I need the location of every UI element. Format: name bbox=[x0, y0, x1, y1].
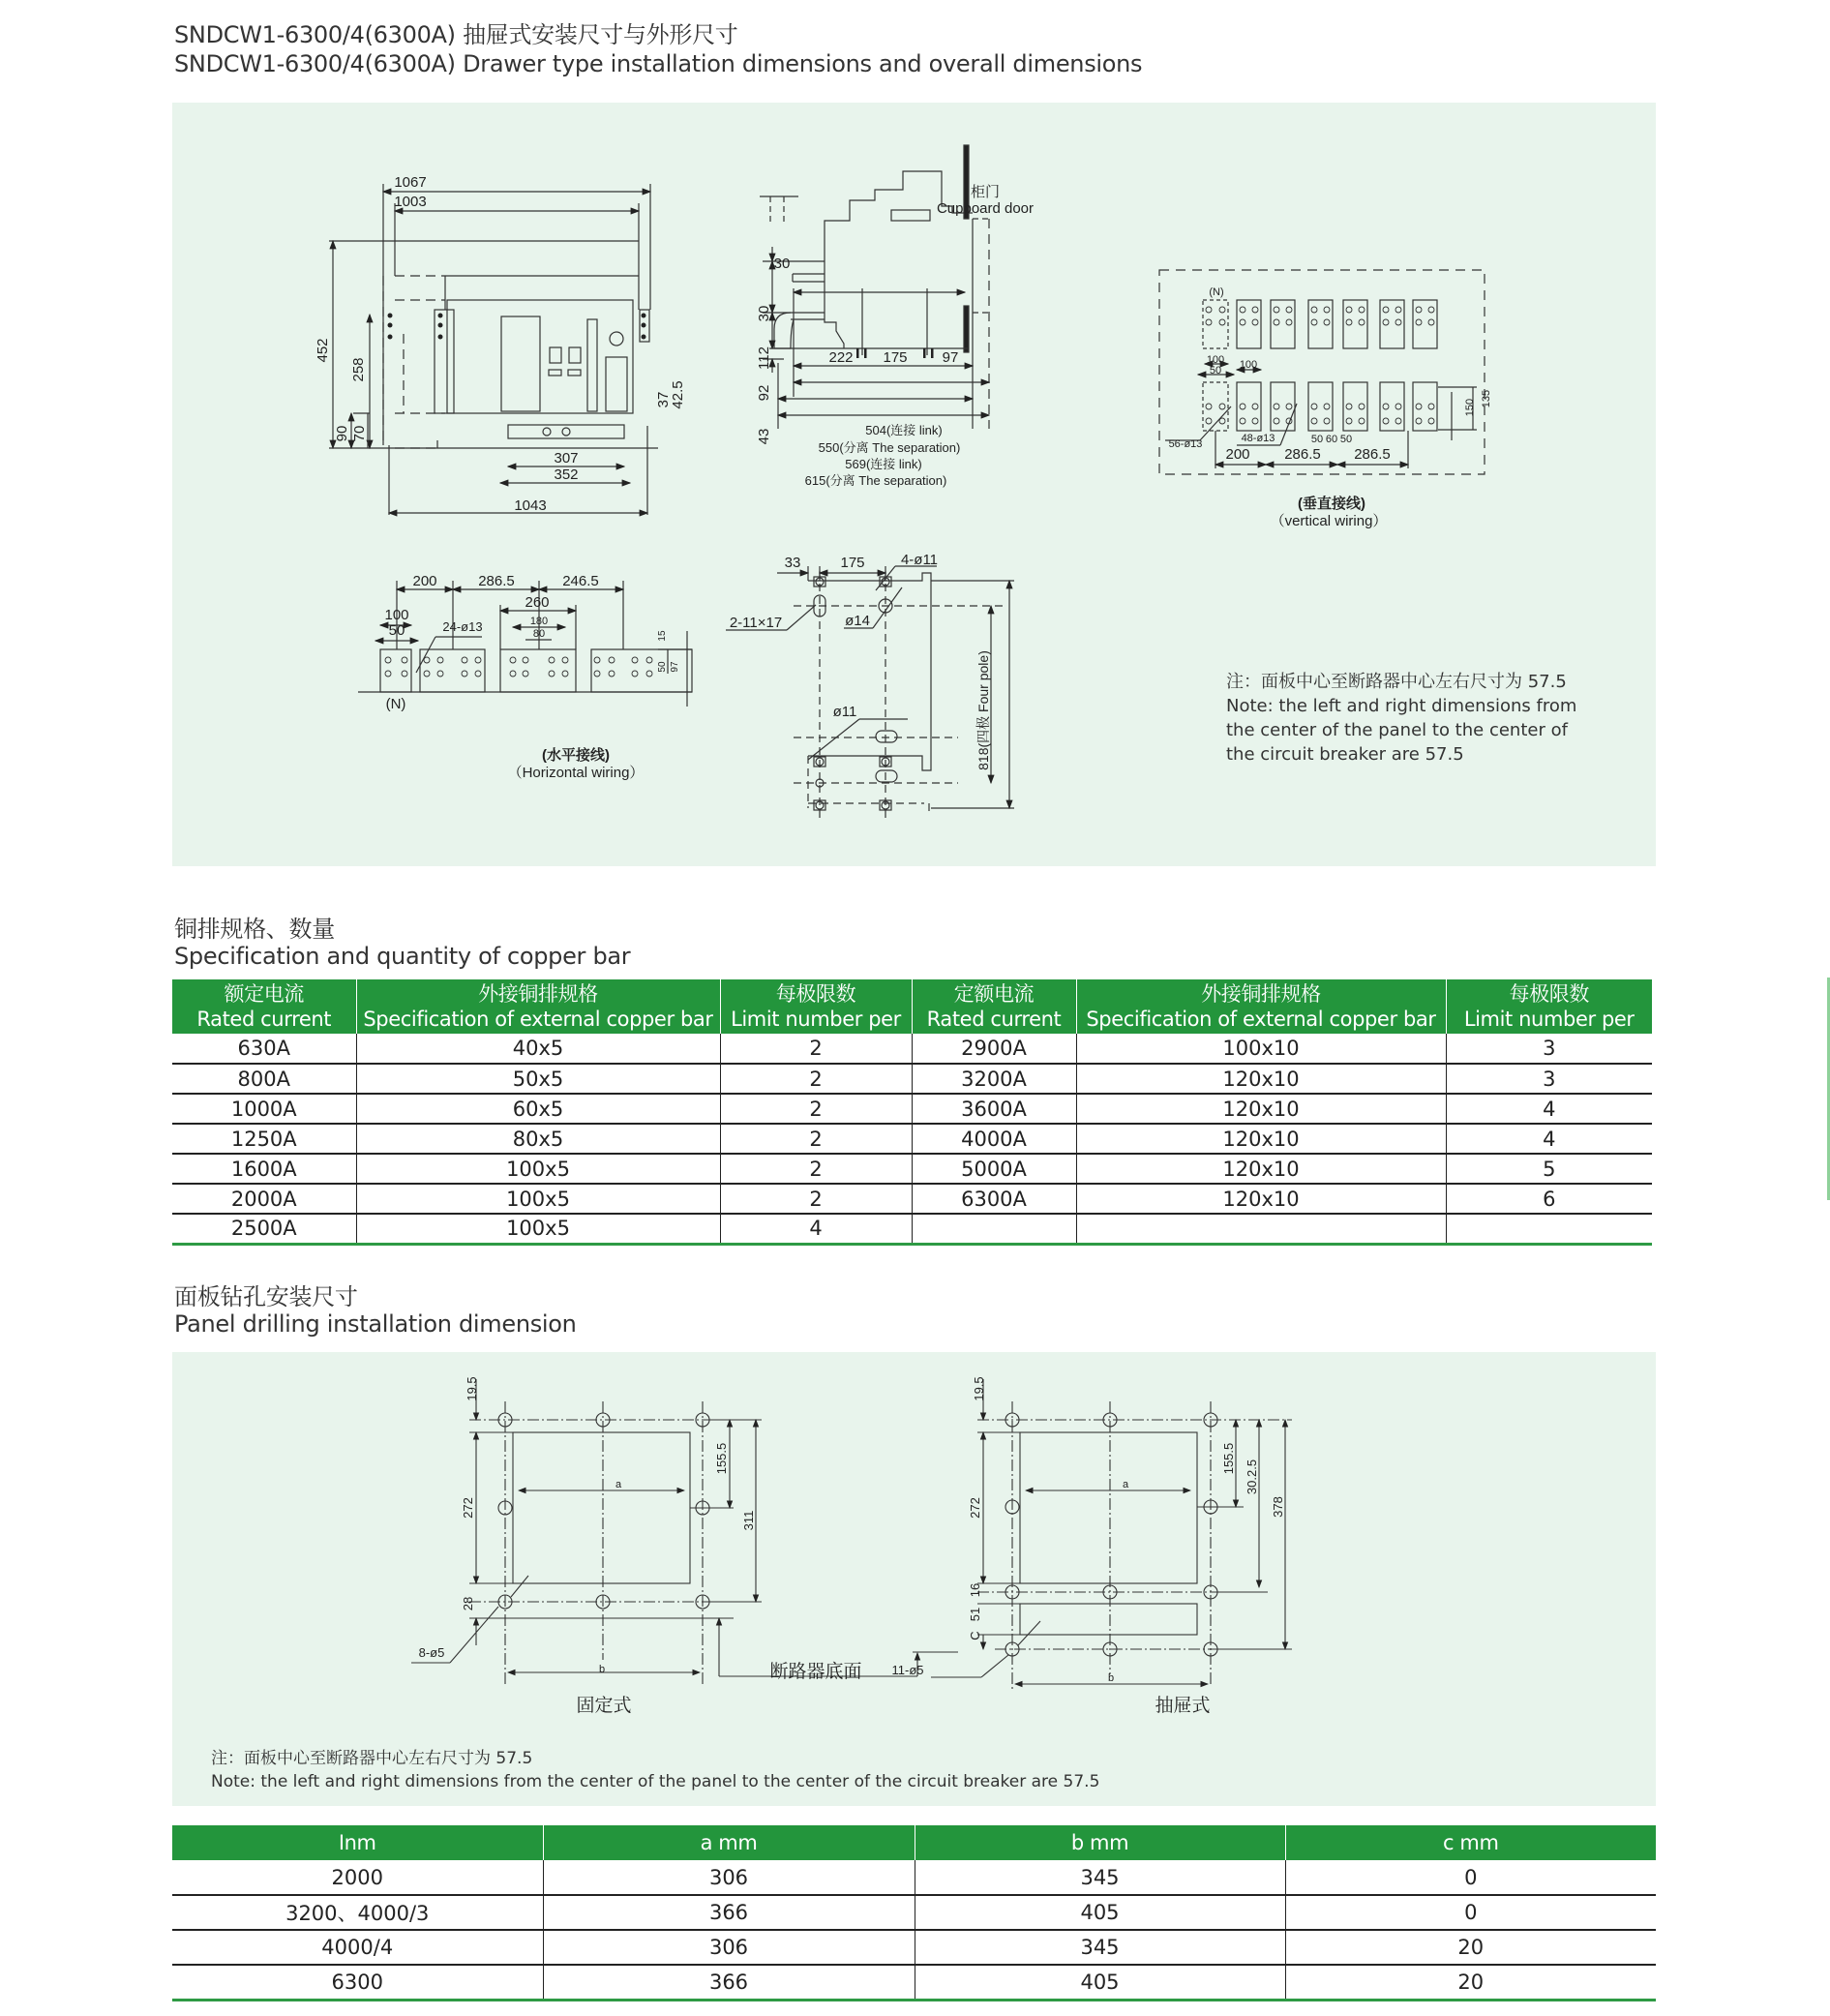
hw-dim-246: 246.5 bbox=[562, 573, 599, 589]
fixed-caption: 固定式 bbox=[576, 1696, 632, 1716]
col-copper-spec: 外接铜排规格 Specification of external copper bar bbox=[356, 979, 720, 1034]
drawer-dim-155-5: 155.5 bbox=[1221, 1442, 1236, 1475]
vw-holes-56: 56-ø13 bbox=[1168, 438, 1203, 450]
hw-dim-260: 260 bbox=[525, 594, 550, 611]
cell: 2500A bbox=[172, 1214, 356, 1244]
fixed-label-a: a bbox=[615, 1479, 622, 1490]
cell: 1250A bbox=[172, 1124, 356, 1154]
cell: 2000A bbox=[172, 1184, 356, 1214]
cell: 3200A bbox=[912, 1064, 1076, 1094]
copper-bar-heading-cn: 铜排规格、数量 bbox=[174, 916, 335, 943]
cell: 345 bbox=[915, 1930, 1285, 1965]
dim-90: 90 bbox=[334, 425, 350, 442]
fixed-holes: 8-ø5 bbox=[418, 1645, 445, 1660]
table-row bbox=[172, 1154, 1652, 1184]
page-title-cn: SNDCW1-6300/4(6300A) 抽屉式安装尺寸与外形尺寸 bbox=[174, 21, 738, 48]
fixed-dim-28: 28 bbox=[461, 1596, 475, 1611]
cell: 6300 bbox=[172, 1965, 543, 2000]
side-dim-550: 550(分离 The separation) bbox=[818, 440, 961, 455]
cell: 2000 bbox=[172, 1860, 543, 1895]
side-dim-175: 175 bbox=[883, 349, 908, 366]
dim-307: 307 bbox=[554, 450, 579, 466]
cell: 60x5 bbox=[356, 1094, 720, 1124]
cell: 366 bbox=[543, 1965, 915, 2000]
cell: 100x5 bbox=[356, 1154, 720, 1184]
hw-dim-80: 80 bbox=[532, 628, 546, 640]
dim-452: 452 bbox=[315, 338, 331, 363]
cell: 3600A bbox=[912, 1094, 1076, 1124]
drawer-dim-51: 51 bbox=[968, 1607, 982, 1622]
cell: 120x10 bbox=[1076, 1094, 1446, 1124]
cell: 630A bbox=[172, 1034, 356, 1064]
cell: 4000A bbox=[912, 1124, 1076, 1154]
mb-d11: ø11 bbox=[832, 704, 857, 720]
copper-bar-heading-en: Specification and quantity of copper bar bbox=[174, 943, 631, 970]
col-b-mm: b mm bbox=[915, 1825, 1285, 1860]
hw-dim-50: 50 bbox=[388, 622, 405, 639]
hw-dim-286: 286.5 bbox=[478, 573, 515, 589]
mb-dim-175: 175 bbox=[840, 555, 865, 571]
drilling-note-cn: 注：面板中心至断路器中心左右尺寸为 57.5 bbox=[211, 1749, 533, 1768]
vw-dim-50a: 50 bbox=[1209, 365, 1222, 376]
cell: 3 bbox=[1446, 1034, 1652, 1064]
cell: 366 bbox=[543, 1895, 915, 1930]
drawer-label-b: b bbox=[1107, 1672, 1115, 1684]
hw-holes: 24-ø13 bbox=[442, 619, 483, 634]
drawer-type-drawing bbox=[931, 1379, 1292, 1689]
mb-d14: ø14 bbox=[845, 613, 870, 629]
copper-bar-table bbox=[172, 979, 1652, 1246]
cell: 100x5 bbox=[356, 1184, 720, 1214]
cell: 40x5 bbox=[356, 1034, 720, 1064]
cell: 20 bbox=[1285, 1930, 1656, 1965]
vw-holes-48: 48-ø13 bbox=[1241, 433, 1275, 444]
cell: 6 bbox=[1446, 1184, 1652, 1214]
hw-dim-200: 200 bbox=[412, 573, 437, 589]
note-en-line-1: Note: the left and right dimensions from bbox=[1226, 696, 1577, 716]
hw-dim-97: 97 bbox=[670, 661, 680, 673]
vw-dim-150: 150 bbox=[1464, 398, 1476, 417]
side-dim-30h: 30 bbox=[773, 256, 791, 272]
drawing-panel-drilling bbox=[172, 1352, 1656, 1806]
hw-caption-en: （Horizontal wiring） bbox=[507, 765, 645, 781]
cupboard-door-cn: 柜门 bbox=[970, 184, 1001, 200]
col-rated-current-2: 定额电流 Rated current bbox=[912, 979, 1076, 1034]
hw-dim-100: 100 bbox=[384, 607, 409, 623]
copper-bar-header-row bbox=[172, 979, 1652, 1034]
drawer-dim-16: 16 bbox=[968, 1582, 982, 1598]
vw-dim-50c: 50 bbox=[1339, 434, 1353, 445]
side-dim-112: 112 bbox=[756, 346, 772, 370]
breaker-base-label: 断路器底面 bbox=[769, 1662, 862, 1682]
fixed-dim-19-5: 19.5 bbox=[465, 1376, 479, 1401]
fixed-dim-272: 272 bbox=[461, 1497, 475, 1519]
cell: 800A bbox=[172, 1064, 356, 1094]
col-inm: Inm bbox=[172, 1825, 543, 1860]
cell: 80x5 bbox=[356, 1124, 720, 1154]
cell: 1000A bbox=[172, 1094, 356, 1124]
dim-1067: 1067 bbox=[394, 174, 427, 191]
drawer-dim-378: 378 bbox=[1271, 1496, 1285, 1518]
mb-holes4: 4-ø11 bbox=[900, 552, 939, 568]
mb-height: 818(四极 Four pole) bbox=[975, 650, 991, 770]
side-dim-97: 97 bbox=[942, 349, 959, 366]
drawing-panel-dimensions bbox=[172, 103, 1656, 866]
cell: 405 bbox=[915, 1965, 1285, 2000]
cupboard-door-en: Cupboard door bbox=[936, 200, 1035, 217]
hw-dim-180: 180 bbox=[529, 616, 549, 627]
cell: 306 bbox=[543, 1930, 915, 1965]
hw-dim-50v: 50 bbox=[657, 661, 668, 673]
cell: 3200、4000/3 bbox=[172, 1895, 543, 1930]
table-row bbox=[172, 1034, 1652, 1064]
col-a-mm: a mm bbox=[543, 1825, 915, 1860]
drilling-drawings bbox=[172, 1352, 1656, 1806]
cell: 120x10 bbox=[1076, 1124, 1446, 1154]
cell: 345 bbox=[915, 1860, 1285, 1895]
side-dim-30v: 30 bbox=[756, 305, 772, 322]
table-row bbox=[172, 1965, 1656, 2000]
drawer-dim-c: C bbox=[968, 1631, 982, 1640]
cell: 1600A bbox=[172, 1154, 356, 1184]
side-dim-43: 43 bbox=[756, 428, 772, 445]
cell: 5 bbox=[1446, 1154, 1652, 1184]
cell: 50x5 bbox=[356, 1064, 720, 1094]
cell: 405 bbox=[915, 1895, 1285, 1930]
cell: 120x10 bbox=[1076, 1154, 1446, 1184]
drawer-caption: 抽屉式 bbox=[1155, 1696, 1211, 1716]
fixed-label-b: b bbox=[598, 1664, 606, 1675]
cell: 120x10 bbox=[1076, 1184, 1446, 1214]
table-row bbox=[172, 1064, 1652, 1094]
cell: 6300A bbox=[912, 1184, 1076, 1214]
side-dim-504: 504(连接 link) bbox=[865, 423, 943, 437]
cell: 2 bbox=[720, 1064, 912, 1094]
col-limit-number: 每极限数 Limit number per bbox=[720, 979, 912, 1034]
hw-neutral: (N) bbox=[385, 696, 406, 712]
panel-drilling-heading-cn: 面板钻孔安装尺寸 bbox=[174, 1283, 358, 1310]
cell: 3 bbox=[1446, 1064, 1652, 1094]
table-row bbox=[172, 1930, 1656, 1965]
cell: 2 bbox=[720, 1124, 912, 1154]
vw-dim-135: 135 bbox=[1481, 389, 1492, 408]
side-dim-222: 222 bbox=[828, 349, 854, 366]
col-copper-spec-2: 外接铜排规格 Specification of external copper bar bbox=[1076, 979, 1446, 1034]
table-row bbox=[172, 1895, 1656, 1930]
cell: 2 bbox=[720, 1094, 912, 1124]
panel-drilling-heading-en: Panel drilling installation dimension bbox=[174, 1310, 577, 1338]
side-dim-569: 569(连接 link) bbox=[845, 457, 922, 471]
vw-dim-286b: 286.5 bbox=[1354, 446, 1391, 463]
table-row bbox=[172, 1094, 1652, 1124]
cell: 2900A bbox=[912, 1034, 1076, 1064]
dimension-table bbox=[172, 1825, 1656, 2001]
drilling-note bbox=[211, 1747, 1099, 1793]
cell: 2 bbox=[720, 1184, 912, 1214]
drawer-label-a: a bbox=[1122, 1479, 1129, 1490]
table-row bbox=[172, 1860, 1656, 1895]
cell: 100x5 bbox=[356, 1214, 720, 1244]
vw-dim-286a: 286.5 bbox=[1284, 446, 1321, 463]
fixed-type-drawing bbox=[411, 1379, 958, 1684]
cell: 120x10 bbox=[1076, 1064, 1446, 1094]
cell: 2 bbox=[720, 1154, 912, 1184]
hw-caption-cn: (水平接线) bbox=[542, 747, 610, 764]
vw-caption-en: （vertical wiring） bbox=[1270, 513, 1388, 529]
col-rated-current: 额定电流 Rated current bbox=[172, 979, 356, 1034]
page-title-en: SNDCW1-6300/4(6300A) Drawer type installation dimensions and overall dimensions bbox=[174, 50, 1143, 77]
cell: 4 bbox=[1446, 1094, 1652, 1124]
note-cn: 注：面板中心至断路器中心左右尺寸为 57.5 bbox=[1226, 672, 1567, 692]
drawer-dim-19-5: 19.5 bbox=[972, 1376, 986, 1401]
cell: 20 bbox=[1285, 1965, 1656, 2000]
dim-1043: 1043 bbox=[514, 497, 547, 514]
dim-258: 258 bbox=[350, 357, 367, 382]
dim-70: 70 bbox=[351, 425, 368, 442]
vw-dim-200: 200 bbox=[1225, 446, 1250, 463]
side-view-drawing bbox=[760, 145, 989, 429]
cell: 2 bbox=[720, 1034, 912, 1064]
cell bbox=[1446, 1214, 1652, 1244]
cell bbox=[912, 1214, 1076, 1244]
vw-dim-50b: 50 bbox=[1310, 434, 1324, 445]
fixed-dim-311: 311 bbox=[741, 1510, 756, 1531]
mounting-base-drawing bbox=[726, 566, 1014, 818]
note-en-line-2: the center of the panel to the center of bbox=[1226, 720, 1568, 740]
vw-caption-cn: (垂直接线) bbox=[1298, 496, 1365, 512]
cell: 100x10 bbox=[1076, 1034, 1446, 1064]
dim-42-5: 42.5 bbox=[670, 380, 686, 409]
dim-352: 352 bbox=[554, 466, 579, 483]
dim-1003: 1003 bbox=[394, 194, 427, 210]
drawer-dim-272: 272 bbox=[968, 1497, 982, 1519]
col-c-mm: c mm bbox=[1285, 1825, 1656, 1860]
drilling-note-en: Note: the left and right dimensions from the center of the panel to the center of the circuit breaker are 57.5 bbox=[211, 1772, 1100, 1791]
mb-slot: 2-11×17 bbox=[729, 615, 783, 631]
cell: 4000/4 bbox=[172, 1930, 543, 1965]
table-row bbox=[172, 1124, 1652, 1154]
col-limit-number-2: 每极限数 Limit number per bbox=[1446, 979, 1652, 1034]
cell: 0 bbox=[1285, 1895, 1656, 1930]
fixed-dim-155-5: 155.5 bbox=[714, 1442, 729, 1475]
vw-dim-60: 60 bbox=[1325, 434, 1338, 445]
cell: 5000A bbox=[912, 1154, 1076, 1184]
cell: 306 bbox=[543, 1860, 915, 1895]
vw-dim-100b: 100 bbox=[1239, 359, 1258, 371]
side-dim-615: 615(分离 The separation) bbox=[804, 473, 947, 488]
dim-37: 37 bbox=[655, 391, 672, 408]
cell bbox=[1076, 1214, 1446, 1244]
vw-dim-100a: 100 bbox=[1206, 354, 1225, 366]
cell: 4 bbox=[720, 1214, 912, 1244]
dimension-header-row bbox=[172, 1825, 1656, 1860]
hw-dim-15: 15 bbox=[657, 630, 668, 642]
drawing-note bbox=[1226, 670, 1576, 767]
mb-dim-33: 33 bbox=[784, 555, 801, 571]
cell: 4 bbox=[1446, 1124, 1652, 1154]
note-en-line-3: the circuit breaker are 57.5 bbox=[1226, 744, 1464, 765]
table-row bbox=[172, 1214, 1652, 1244]
front-view-drawing bbox=[329, 184, 658, 515]
side-dim-92: 92 bbox=[756, 384, 772, 402]
drawer-holes: 11-ø5 bbox=[891, 1663, 924, 1677]
cell: 0 bbox=[1285, 1860, 1656, 1895]
table-row bbox=[172, 1184, 1652, 1214]
vw-neutral: (N) bbox=[1209, 286, 1224, 298]
drawer-dim-302-5: 30.2.5 bbox=[1245, 1459, 1259, 1495]
